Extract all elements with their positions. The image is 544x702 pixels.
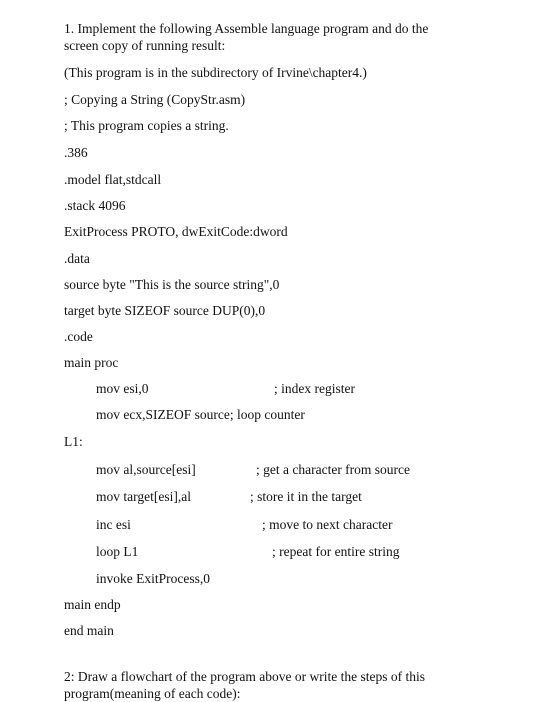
code-mov-target: mov target[esi],al <box>96 489 191 504</box>
question-2-line-2: program(meaning of each code): <box>64 686 241 701</box>
program-description-comment: ; This program copies a string. <box>64 118 229 133</box>
code-mov-esi: mov esi,0 <box>96 381 149 396</box>
code-main-endp: main endp <box>64 597 121 612</box>
code-end-main: end main <box>64 623 114 638</box>
code-main-proc: main proc <box>64 355 119 370</box>
question-2-line-1: 2: Draw a flowchart of the program above or write the steps of this <box>64 669 426 684</box>
question-1-line-2: screen copy of running result: <box>64 38 226 53</box>
code-directive-386: .386 <box>64 145 88 160</box>
code-inc-esi-comment: ; move to next character <box>262 517 393 532</box>
code-stack-directive: .stack 4096 <box>64 198 126 213</box>
code-exitprocess-proto: ExitProcess PROTO, dwExitCode:dword <box>64 224 288 239</box>
code-loop-l1: loop L1 <box>96 544 139 559</box>
question-1-line-1: 1. Implement the following Assemble language program and do the <box>64 21 429 36</box>
code-mov-esi-comment: ; index register <box>274 381 355 396</box>
code-invoke-exitprocess: invoke ExitProcess,0 <box>96 571 210 586</box>
code-model-directive: .model flat,stdcall <box>64 172 162 187</box>
code-target-declaration: target byte SIZEOF source DUP(0),0 <box>64 303 266 318</box>
code-inc-esi: inc esi <box>96 517 131 532</box>
code-source-declaration: source byte "This is the source string",0 <box>64 277 280 292</box>
subdirectory-note: (This program is in the subdirectory of Irvine\chapter4.) <box>64 65 367 80</box>
program-title-comment: ; Copying a String (CopyStr.asm) <box>64 92 246 107</box>
code-mov-ecx: mov ecx,SIZEOF source; loop counter <box>96 407 305 422</box>
code-data-segment: .data <box>64 251 90 266</box>
code-mov-target-comment: ; store it in the target <box>250 489 362 504</box>
code-loop-l1-comment: ; repeat for entire string <box>272 544 400 559</box>
code-mov-al-comment: ; get a character from source <box>256 462 411 477</box>
code-mov-al: mov al,source[esi] <box>96 462 196 477</box>
code-label-l1: L1: <box>64 434 83 449</box>
code-code-segment: .code <box>64 329 93 344</box>
